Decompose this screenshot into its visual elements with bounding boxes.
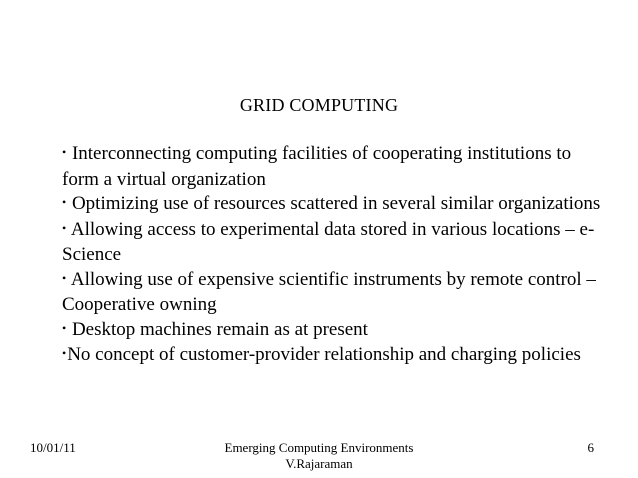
bullet-icon: • — [62, 145, 67, 159]
bullet-text: Interconnecting computing facilities of cooperating institutions to form a virtual organization — [62, 143, 572, 190]
footer-date: 10/01/11 — [30, 440, 76, 455]
bullet-icon: • — [62, 195, 67, 209]
bullet-text: No concept of customer-provider relationship and charging policies — [67, 344, 581, 365]
bullet-item-2 — [62, 192, 602, 218]
bullet-text: Optimizing use of resources scattered in several similar organizations — [67, 193, 601, 214]
bullet-icon: • — [62, 346, 67, 360]
footer-center — [0, 440, 638, 472]
footer-page-number: 6 — [587, 440, 594, 455]
bullet-icon: • — [62, 220, 67, 235]
bullet-item-4 — [62, 268, 602, 318]
bullet-list — [62, 142, 602, 369]
bullet-item-6 — [62, 343, 602, 369]
bullet-text: Allowing use of expensive scientific instruments by remote control – Cooperative owning — [62, 268, 596, 315]
bullet-text: Allowing access to experimental data stored in various locations – e-Science — [62, 218, 595, 265]
slide-title: GRID COMPUTING — [239, 95, 399, 115]
bullet-icon: • — [62, 270, 67, 285]
footer-course-title: Emerging Computing Environments — [224, 440, 414, 455]
bullet-item-1 — [62, 142, 602, 192]
footer-author: V.Rajaraman — [285, 456, 353, 471]
bullet-icon: • — [62, 320, 67, 335]
bullet-text: Desktop machines remain as at present — [67, 318, 368, 340]
bullet-item-3 — [62, 218, 602, 268]
bullet-item-5 — [62, 318, 602, 344]
